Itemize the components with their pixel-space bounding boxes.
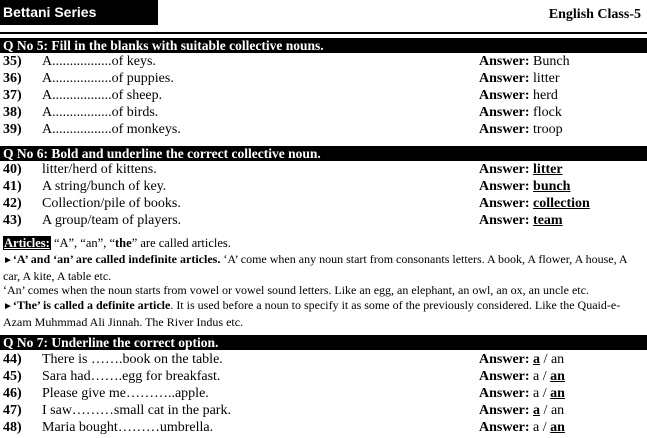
articles-intro-a: “A”, “an”, “: [50, 236, 116, 250]
answer: [479, 178, 570, 195]
answer-value: troop: [533, 122, 563, 137]
q7-heading: Q No 7: Underline the correct option.: [0, 335, 647, 350]
option-separator: /: [539, 420, 551, 435]
q6-row: [0, 212, 647, 229]
answer: [479, 53, 570, 70]
question-number: 47): [3, 403, 22, 418]
option-a: a: [533, 352, 541, 367]
answer: [479, 212, 563, 229]
answer-value: Bunch: [533, 54, 570, 69]
answer: [479, 161, 563, 178]
answer-label: Answer:: [479, 196, 530, 211]
articles-intro: [3, 236, 645, 252]
question-number: 35): [3, 54, 22, 69]
option-an: an: [550, 403, 565, 418]
question-text: Collection/pile of books.: [42, 196, 181, 211]
option-separator: /: [539, 386, 551, 401]
question-number: 42): [3, 196, 22, 211]
answer-label: Answer:: [479, 369, 530, 384]
answer-label: Answer:: [479, 213, 530, 228]
definite-heading: ‘The’ is called a definite article: [12, 298, 171, 312]
question-text: Please give me………..apple.: [42, 386, 209, 401]
question-number: 38): [3, 105, 22, 120]
q7-row: [0, 402, 647, 419]
question-text: There is …….book on the table.: [42, 352, 223, 367]
question-text: A string/bunch of key.: [42, 179, 167, 194]
question-number: 48): [3, 420, 22, 435]
answer-value: team: [533, 213, 563, 228]
answer: [479, 70, 559, 87]
an-article-note: ‘An’ comes when the noun starts from vowel or vowel sound letters. Like an egg, an elephant, an owl, an ox, an uncle etc.: [3, 283, 589, 297]
question-text: I saw………small cat in the park.: [42, 403, 231, 418]
option-separator: /: [539, 369, 551, 384]
answer-value: litter: [533, 71, 560, 86]
answer-label: Answer:: [479, 386, 530, 401]
option-a: a: [533, 369, 540, 384]
question-text: A.................of puppies.: [42, 71, 174, 86]
option-an: an: [550, 369, 565, 384]
question-text: litter/herd of kittens.: [42, 162, 157, 177]
q5-row: [0, 53, 647, 70]
option-an: an: [550, 420, 565, 435]
question-text: A.................of birds.: [42, 105, 159, 120]
answer-value: flock: [533, 105, 562, 120]
question-number: 41): [3, 179, 22, 194]
question-text: A group/team of players.: [42, 213, 182, 228]
question-number: 39): [3, 122, 22, 137]
answer: [479, 104, 562, 121]
answer-label: Answer:: [479, 162, 530, 177]
header-rule: [0, 32, 647, 34]
answer-value: herd: [533, 88, 558, 103]
question-text: Sara had…….egg for breakfast.: [42, 369, 221, 384]
q7-row: [0, 351, 647, 368]
q5-heading: Q No 5: Fill in the blanks with suitable collective nouns.: [0, 38, 647, 53]
answer: [479, 121, 563, 138]
series-title: Bettani Series: [0, 0, 158, 25]
answer: [479, 385, 565, 402]
answer-label: Answer:: [479, 179, 530, 194]
answer-label: Answer:: [479, 54, 530, 69]
question-number: 37): [3, 88, 22, 103]
indefinite-text: ‘A’ come when any noun start from consonants letters. A book, A flower, A house, A car, A kite, A table etc.: [3, 252, 627, 283]
option-a: a: [533, 420, 540, 435]
answer: [479, 402, 564, 419]
class-label: English Class-5: [548, 7, 641, 22]
articles-intro-end: ” are called articles.: [131, 236, 231, 250]
answer: [479, 195, 590, 212]
answer: [479, 368, 565, 385]
indefinite-heading: ‘A’ and ‘an’ are called indefinite articles.: [12, 252, 221, 266]
answer: [479, 351, 564, 368]
question-number: 45): [3, 369, 22, 384]
question-number: 36): [3, 71, 22, 86]
answer-value: bunch: [533, 179, 571, 194]
articles-intro-the: the: [115, 236, 132, 250]
q7-row: [0, 385, 647, 402]
answer-label: Answer:: [479, 420, 530, 435]
question-number: 43): [3, 213, 22, 228]
answer-value: collection: [533, 196, 590, 211]
answer: [479, 419, 565, 436]
answer-label: Answer:: [479, 71, 530, 86]
option-separator: /: [540, 352, 551, 367]
answer-label: Answer:: [479, 105, 530, 120]
answer-value: litter: [533, 162, 563, 177]
definite-article-note: [3, 298, 645, 330]
q7-row: [0, 368, 647, 385]
option-a: a: [533, 386, 540, 401]
question-text: A.................of sheep.: [42, 88, 163, 103]
option-separator: /: [540, 403, 551, 418]
q6-row: [0, 178, 647, 195]
question-number: 44): [3, 352, 22, 367]
q6-row: [0, 195, 647, 212]
question-text: A.................of monkeys.: [42, 122, 181, 137]
q6-row: [0, 161, 647, 178]
question-number: 40): [3, 162, 22, 177]
question-text: Maria bought………umbrella.: [42, 420, 214, 435]
q5-row: [0, 104, 647, 121]
indefinite-article-note: [3, 252, 645, 284]
option-a: a: [533, 403, 541, 418]
q6-heading: Q No 6: Bold and underline the correct collective noun.: [0, 146, 647, 161]
articles-title: Articles:: [4, 236, 50, 250]
triangle-bullet-icon: ►: [3, 255, 13, 266]
answer-label: Answer:: [479, 122, 530, 137]
option-an: an: [550, 352, 565, 367]
triangle-bullet-icon: ►: [3, 301, 13, 312]
answer-label: Answer:: [479, 403, 530, 418]
answer: [479, 87, 558, 104]
question-text: A.................of keys.: [42, 54, 156, 69]
definite-text: . It is used before a noun to specify it as some of the previously considered. Like the Quaid-e-Azam Muhmmad Ali Jinnah. The River Indus etc.: [3, 298, 621, 329]
answer-label: Answer:: [479, 88, 530, 103]
q5-row: [0, 70, 647, 87]
q7-row: [0, 419, 647, 436]
q5-row: [0, 121, 647, 138]
answer-label: Answer:: [479, 352, 530, 367]
question-number: 46): [3, 386, 22, 401]
option-an: an: [550, 386, 565, 401]
q5-row: [0, 87, 647, 104]
